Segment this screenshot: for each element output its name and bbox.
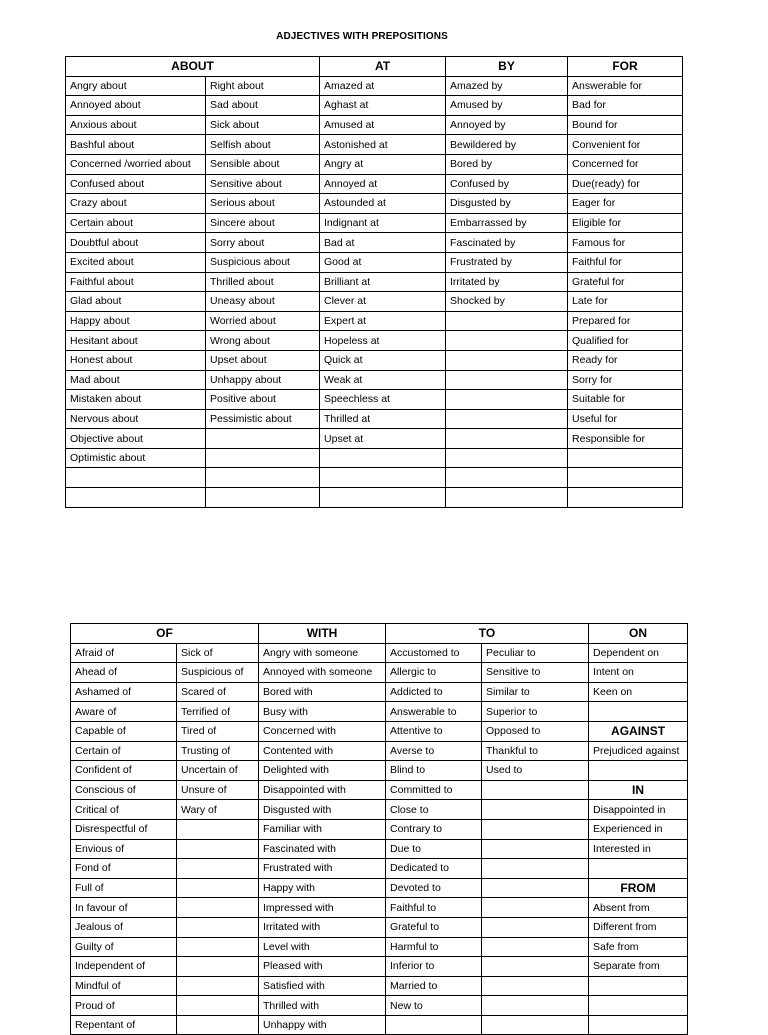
- table-cell: Expert at: [320, 311, 446, 331]
- table-cell: Similar to: [482, 682, 589, 702]
- table-cell: Shocked by: [446, 292, 568, 312]
- table-row: [66, 135, 683, 155]
- table-cell: Sincere about: [206, 213, 320, 233]
- table-cell: Opposed to: [482, 721, 589, 741]
- table-cell: Confused by: [446, 174, 568, 194]
- table-cell: Safe from: [589, 937, 688, 957]
- table-cell: Close to: [386, 800, 482, 820]
- table-cell: Dependent on: [589, 643, 688, 663]
- table-cell: Disgusted with: [259, 800, 386, 820]
- table-cell: Absent from: [589, 898, 688, 918]
- table-cell: Amused at: [320, 115, 446, 135]
- table-cell: Selfish about: [206, 135, 320, 155]
- table-cell: Envious of: [71, 839, 177, 859]
- column-header-to: TO: [386, 624, 589, 644]
- table-cell: [320, 488, 446, 508]
- table-cell: Bewildered by: [446, 135, 568, 155]
- table-row: [66, 390, 683, 410]
- table-cell: Used to: [482, 761, 589, 781]
- table-cell: Quick at: [320, 350, 446, 370]
- table-cell: Certain of: [71, 741, 177, 761]
- table-cell: Late for: [568, 292, 683, 312]
- table-cell: Frustrated with: [259, 859, 386, 879]
- table-row: [71, 859, 688, 879]
- table-cell: Annoyed about: [66, 96, 206, 116]
- table-cell: Satisfied with: [259, 976, 386, 996]
- table-cell: Sensible about: [206, 154, 320, 174]
- table-cell: Answerable for: [568, 76, 683, 96]
- table-cell: New to: [386, 996, 482, 1016]
- table-cell: [589, 859, 688, 879]
- table-row: [71, 1015, 688, 1035]
- table-cell: Amused by: [446, 96, 568, 116]
- table-cell: Experienced in: [589, 819, 688, 839]
- table-cell: Superior to: [482, 702, 589, 722]
- column-header-by: BY: [446, 57, 568, 77]
- table-cell: Concerned with: [259, 721, 386, 741]
- table-cell: Aghast at: [320, 96, 446, 116]
- table-cell: Unsure of: [177, 780, 259, 800]
- table-cell: [482, 898, 589, 918]
- table-cell: Busy with: [259, 702, 386, 722]
- table-cell: Independent of: [71, 957, 177, 977]
- table-cell: Scared of: [177, 682, 259, 702]
- table-cell: Sick of: [177, 643, 259, 663]
- table-cell: [66, 468, 206, 488]
- table-cell: Fascinated with: [259, 839, 386, 859]
- table-cell: [177, 917, 259, 937]
- table-cell: Sad about: [206, 96, 320, 116]
- table-cell: Keen on: [589, 682, 688, 702]
- table-cell: Intent on: [589, 663, 688, 683]
- table-row: [66, 488, 683, 508]
- table-cell: Astonished at: [320, 135, 446, 155]
- table-cell: [446, 350, 568, 370]
- table-cell: Averse to: [386, 741, 482, 761]
- table-cell: Nervous about: [66, 409, 206, 429]
- table-cell: Inferior to: [386, 957, 482, 977]
- column-header-at: AT: [320, 57, 446, 77]
- table-cell: [482, 819, 589, 839]
- table-cell: Married to: [386, 976, 482, 996]
- table-cell: Attentive to: [386, 721, 482, 741]
- table-row: [66, 252, 683, 272]
- table-cell: Bored with: [259, 682, 386, 702]
- table-cell: Bashful about: [66, 135, 206, 155]
- table-cell: Speechless at: [320, 390, 446, 410]
- table-row: [66, 409, 683, 429]
- table-cell: [568, 448, 683, 468]
- table-cell: Irritated with: [259, 917, 386, 937]
- table-cell: Prepared for: [568, 311, 683, 331]
- table-cell: Clever at: [320, 292, 446, 312]
- table-cell: Dedicated to: [386, 859, 482, 879]
- table-row: [66, 292, 683, 312]
- table-cell: Jealous of: [71, 917, 177, 937]
- table-row: [71, 957, 688, 977]
- table-cell: [446, 429, 568, 449]
- table-cell: Convenient for: [568, 135, 683, 155]
- table-row: [66, 331, 683, 351]
- table-cell: [206, 448, 320, 468]
- table-cell: Bound for: [568, 115, 683, 135]
- table-cell: Suspicious of: [177, 663, 259, 683]
- section-header-against: AGAINST: [589, 721, 688, 741]
- table-cell: Objective about: [66, 429, 206, 449]
- table-cell: [320, 448, 446, 468]
- table-cell: [568, 468, 683, 488]
- table-cell: [482, 780, 589, 800]
- table-row: [66, 233, 683, 253]
- table-cell: Wary of: [177, 800, 259, 820]
- table-cell: [177, 976, 259, 996]
- prepositions-table-of-with-to-on: [70, 623, 688, 1035]
- table-row: [71, 721, 688, 741]
- table-row: [66, 468, 683, 488]
- table-header-row: [71, 624, 688, 644]
- table-cell: Bad for: [568, 96, 683, 116]
- table-cell: Contented with: [259, 741, 386, 761]
- table-row: [66, 115, 683, 135]
- table-cell: Blind to: [386, 761, 482, 781]
- table-cell: Angry about: [66, 76, 206, 96]
- table-cell: Due(ready) for: [568, 174, 683, 194]
- table-cell: Indignant at: [320, 213, 446, 233]
- table-cell: [482, 937, 589, 957]
- column-header-with: WITH: [259, 624, 386, 644]
- table-cell: Optimistic about: [66, 448, 206, 468]
- table-row: [66, 76, 683, 96]
- table-cell: Good at: [320, 252, 446, 272]
- table-cell: Fond of: [71, 859, 177, 879]
- table-cell: Critical of: [71, 800, 177, 820]
- table-cell: Interested in: [589, 839, 688, 859]
- table-row: [66, 272, 683, 292]
- table-cell: Different from: [589, 917, 688, 937]
- table-row: [66, 350, 683, 370]
- table-row: [71, 839, 688, 859]
- table-cell: Confused about: [66, 174, 206, 194]
- table-row: [66, 174, 683, 194]
- table-cell: [177, 996, 259, 1016]
- table-cell: Repentant of: [71, 1015, 177, 1035]
- table-cell: Eligible for: [568, 213, 683, 233]
- table-cell: [482, 800, 589, 820]
- table-cell: Qualified for: [568, 331, 683, 351]
- table-cell: Mistaken about: [66, 390, 206, 410]
- table-cell: [482, 957, 589, 977]
- table-cell: Familiar with: [259, 819, 386, 839]
- table-cell: Committed to: [386, 780, 482, 800]
- table-cell: Weak at: [320, 370, 446, 390]
- table-cell: Allergic to: [386, 663, 482, 683]
- table-cell: Certain about: [66, 213, 206, 233]
- table-cell: [206, 488, 320, 508]
- table-cell: Irritated by: [446, 272, 568, 292]
- table-cell: Crazy about: [66, 194, 206, 214]
- table-cell: [177, 839, 259, 859]
- table-row: [71, 761, 688, 781]
- table-cell: [482, 996, 589, 1016]
- table-cell: [177, 819, 259, 839]
- table-cell: Unhappy about: [206, 370, 320, 390]
- table-row: [66, 213, 683, 233]
- table-cell: Ahead of: [71, 663, 177, 683]
- table-cell: Faithful to: [386, 898, 482, 918]
- table-cell: [446, 409, 568, 429]
- table-cell: Conscious of: [71, 780, 177, 800]
- table-row: [66, 194, 683, 214]
- table-cell: Embarrassed by: [446, 213, 568, 233]
- table-cell: Amazed by: [446, 76, 568, 96]
- table-cell: Answerable to: [386, 702, 482, 722]
- table-cell: Separate from: [589, 957, 688, 977]
- table-cell: Annoyed by: [446, 115, 568, 135]
- table-cell: Sorry for: [568, 370, 683, 390]
- table-row: [71, 937, 688, 957]
- table-cell: Ready for: [568, 350, 683, 370]
- table-cell: [320, 468, 446, 488]
- table-cell: [446, 390, 568, 410]
- table-cell: [206, 468, 320, 488]
- prepositions-table-about-at-by-for: [65, 56, 683, 508]
- table-cell: Trusting of: [177, 741, 259, 761]
- section-header-in: IN: [589, 780, 688, 800]
- table-cell: Disgusted by: [446, 194, 568, 214]
- table-cell: Serious about: [206, 194, 320, 214]
- table-cell: [66, 488, 206, 508]
- table-cell: [446, 468, 568, 488]
- table-row: [71, 800, 688, 820]
- table-cell: Ashamed of: [71, 682, 177, 702]
- table-cell: Guilty of: [71, 937, 177, 957]
- table-cell: Concerned /worried about: [66, 154, 206, 174]
- table-cell: [177, 957, 259, 977]
- column-header-on: ON: [589, 624, 688, 644]
- table-cell: [589, 996, 688, 1016]
- table-cell: Sensitive about: [206, 174, 320, 194]
- table-cell: Level with: [259, 937, 386, 957]
- table-cell: Angry at: [320, 154, 446, 174]
- table-cell: Anxious about: [66, 115, 206, 135]
- table-row: [66, 311, 683, 331]
- table-cell: In favour of: [71, 898, 177, 918]
- table-cell: [446, 311, 568, 331]
- table-cell: Peculiar to: [482, 643, 589, 663]
- column-header-for: FOR: [568, 57, 683, 77]
- table-cell: [482, 976, 589, 996]
- section-header-from: FROM: [589, 878, 688, 898]
- table-cell: Delighted with: [259, 761, 386, 781]
- table-cell: [482, 917, 589, 937]
- table-cell: Brilliant at: [320, 272, 446, 292]
- table-cell: [446, 448, 568, 468]
- table-header-row: [66, 57, 683, 77]
- table-cell: Bad at: [320, 233, 446, 253]
- table-cell: [482, 878, 589, 898]
- table-cell: Upset about: [206, 350, 320, 370]
- table-cell: Full of: [71, 878, 177, 898]
- table-row: [71, 898, 688, 918]
- table-cell: [482, 839, 589, 859]
- table-cell: Happy about: [66, 311, 206, 331]
- table-cell: Confident of: [71, 761, 177, 781]
- table-cell: Useful for: [568, 409, 683, 429]
- table-cell: Contrary to: [386, 819, 482, 839]
- table-cell: [177, 859, 259, 879]
- table-cell: Right about: [206, 76, 320, 96]
- table-cell: Mad about: [66, 370, 206, 390]
- table-cell: Fascinated by: [446, 233, 568, 253]
- table-cell: Annoyed at: [320, 174, 446, 194]
- table-cell: Impressed with: [259, 898, 386, 918]
- table-row: [71, 917, 688, 937]
- table-cell: Grateful for: [568, 272, 683, 292]
- table-cell: Thrilled with: [259, 996, 386, 1016]
- table-cell: Pessimistic about: [206, 409, 320, 429]
- table-cell: Honest about: [66, 350, 206, 370]
- document-title: ADJECTIVES WITH PREPOSITIONS: [276, 31, 448, 42]
- table-cell: Accustomed to: [386, 643, 482, 663]
- table-cell: Excited about: [66, 252, 206, 272]
- table-cell: Harmful to: [386, 937, 482, 957]
- table-cell: Thrilled at: [320, 409, 446, 429]
- table-cell: Sorry about: [206, 233, 320, 253]
- table-cell: Sick about: [206, 115, 320, 135]
- table-row: [71, 643, 688, 663]
- table-row: [71, 976, 688, 996]
- table-cell: Glad about: [66, 292, 206, 312]
- table-cell: Upset at: [320, 429, 446, 449]
- table-cell: Pleased with: [259, 957, 386, 977]
- table-row: [66, 370, 683, 390]
- table-cell: Thankful to: [482, 741, 589, 761]
- table-cell: Eager for: [568, 194, 683, 214]
- table-row: [71, 878, 688, 898]
- table-cell: [589, 702, 688, 722]
- table-cell: Prejudiced against: [589, 741, 688, 761]
- table-cell: [482, 859, 589, 879]
- table-cell: Sensitive to: [482, 663, 589, 683]
- table-cell: [177, 937, 259, 957]
- table-row: [71, 780, 688, 800]
- table-cell: [568, 488, 683, 508]
- table-cell: Terrified of: [177, 702, 259, 722]
- table-cell: [386, 1015, 482, 1035]
- table-cell: [177, 1015, 259, 1035]
- table-row: [66, 429, 683, 449]
- table-cell: Hesitant about: [66, 331, 206, 351]
- table-row: [71, 741, 688, 761]
- table-cell: [589, 976, 688, 996]
- table-cell: Unhappy with: [259, 1015, 386, 1035]
- column-header-about: ABOUT: [66, 57, 320, 77]
- table-row: [71, 996, 688, 1016]
- table-cell: Grateful to: [386, 917, 482, 937]
- table-cell: Afraid of: [71, 643, 177, 663]
- table-cell: Disappointed in: [589, 800, 688, 820]
- table-cell: Devoted to: [386, 878, 482, 898]
- table-cell: Disappointed with: [259, 780, 386, 800]
- table-cell: Happy with: [259, 878, 386, 898]
- table-cell: Responsible for: [568, 429, 683, 449]
- table-cell: Bored by: [446, 154, 568, 174]
- table-cell: Faithful about: [66, 272, 206, 292]
- table-row: [71, 663, 688, 683]
- table-cell: [446, 370, 568, 390]
- table-row: [66, 96, 683, 116]
- table-row: [71, 702, 688, 722]
- table-row: [66, 448, 683, 468]
- table-cell: Wrong about: [206, 331, 320, 351]
- table-cell: [589, 761, 688, 781]
- table-cell: Positive about: [206, 390, 320, 410]
- table-cell: Mindful of: [71, 976, 177, 996]
- table-cell: Faithful for: [568, 252, 683, 272]
- table-cell: Tired of: [177, 721, 259, 741]
- table-cell: Proud of: [71, 996, 177, 1016]
- table-row: [66, 154, 683, 174]
- table-cell: Suitable for: [568, 390, 683, 410]
- table-cell: [206, 429, 320, 449]
- table-cell: Disrespectful of: [71, 819, 177, 839]
- table-cell: Hopeless at: [320, 331, 446, 351]
- column-header-of: OF: [71, 624, 259, 644]
- table-cell: Angry with someone: [259, 643, 386, 663]
- table-cell: Worried about: [206, 311, 320, 331]
- table-cell: [589, 1015, 688, 1035]
- table-cell: [446, 488, 568, 508]
- table-cell: Addicted to: [386, 682, 482, 702]
- table-cell: Capable of: [71, 721, 177, 741]
- table-cell: Astounded at: [320, 194, 446, 214]
- table-cell: Due to: [386, 839, 482, 859]
- table-cell: Doubtful about: [66, 233, 206, 253]
- table-cell: [177, 898, 259, 918]
- table-cell: Suspicious about: [206, 252, 320, 272]
- table-cell: Aware of: [71, 702, 177, 722]
- table-cell: [446, 331, 568, 351]
- table-cell: Annoyed with someone: [259, 663, 386, 683]
- table-cell: [177, 878, 259, 898]
- table-row: [71, 682, 688, 702]
- table-cell: Uncertain of: [177, 761, 259, 781]
- table-row: [71, 819, 688, 839]
- table-cell: Thrilled about: [206, 272, 320, 292]
- table-cell: Frustrated by: [446, 252, 568, 272]
- table-cell: [482, 1015, 589, 1035]
- table-cell: Uneasy about: [206, 292, 320, 312]
- table-cell: Concerned for: [568, 154, 683, 174]
- table-cell: Amazed at: [320, 76, 446, 96]
- table-cell: Famous for: [568, 233, 683, 253]
